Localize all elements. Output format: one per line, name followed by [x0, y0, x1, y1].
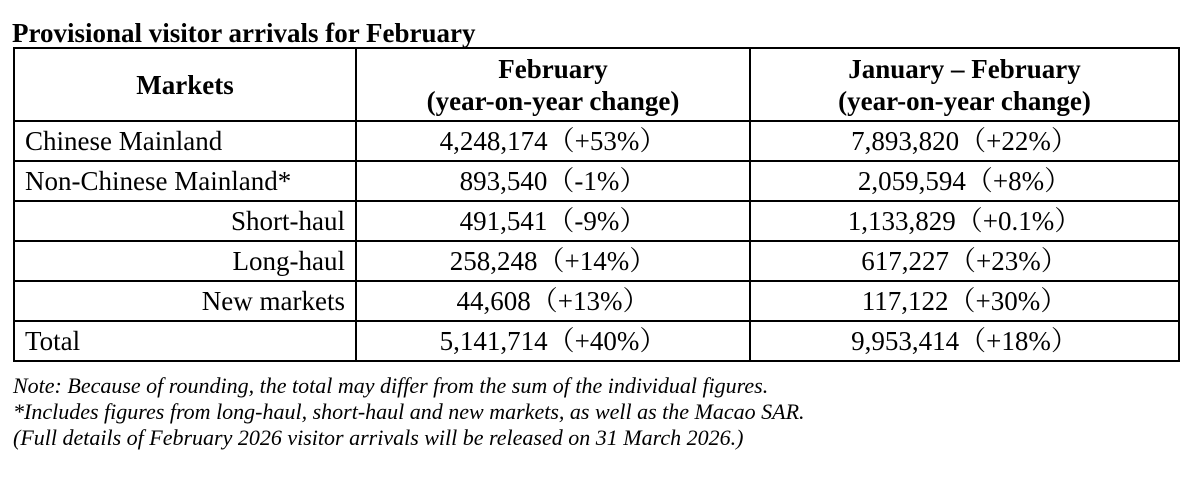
header-jan-feb — [750, 48, 1179, 121]
release-note: (Full details of February 2026 visitor arrivals will be released on 31 March 2026.) — [13, 425, 744, 450]
jan-feb-value: 7,893,820（+22%） — [750, 121, 1179, 161]
jan-feb-value: 2,059,594（+8%） — [750, 161, 1179, 201]
rounding-note: Note: Because of rounding, the total may differ from the sum of the individual figures. — [13, 373, 769, 398]
market-name: Long-haul — [14, 241, 356, 281]
visitor-arrivals-table — [13, 47, 1180, 362]
february-value: 4,248,174（+53%） — [356, 121, 750, 161]
market-name: Chinese Mainland — [14, 121, 356, 161]
february-value: 491,541（-9%） — [356, 201, 750, 241]
header-february-title: February — [498, 53, 608, 84]
table-row — [14, 281, 1179, 321]
table-row-total — [14, 321, 1179, 361]
market-name: Short-haul — [14, 201, 356, 241]
table-row — [14, 241, 1179, 281]
table-header-row — [14, 48, 1179, 121]
table-row — [14, 121, 1179, 161]
market-name: Non-Chinese Mainland* — [14, 161, 356, 201]
jan-feb-value: 1,133,829（+0.1%） — [750, 201, 1179, 241]
february-value: 5,141,714（+40%） — [356, 321, 750, 361]
header-february-subtitle: (year-on-year change) — [426, 85, 680, 116]
header-jan-feb-subtitle: (year-on-year change) — [838, 85, 1091, 116]
footnotes — [13, 373, 805, 451]
header-february — [356, 48, 750, 121]
document-title: Provisional visitor arrivals for February — [12, 18, 476, 48]
includes-note: *Includes figures from long-haul, short-haul and new markets, as well as the Macao SAR. — [13, 399, 805, 424]
market-name: New markets — [14, 281, 356, 321]
table-row — [14, 161, 1179, 201]
market-name: Total — [14, 321, 356, 361]
jan-feb-value: 9,953,414（+18%） — [750, 321, 1179, 361]
february-value: 44,608（+13%） — [356, 281, 750, 321]
jan-feb-value: 617,227（+23%） — [750, 241, 1179, 281]
table-row — [14, 201, 1179, 241]
header-markets: Markets — [14, 48, 356, 121]
february-value: 893,540（-1%） — [356, 161, 750, 201]
february-value: 258,248（+14%） — [356, 241, 750, 281]
header-jan-feb-title: January – February — [848, 53, 1081, 84]
jan-feb-value: 117,122（+30%） — [750, 281, 1179, 321]
